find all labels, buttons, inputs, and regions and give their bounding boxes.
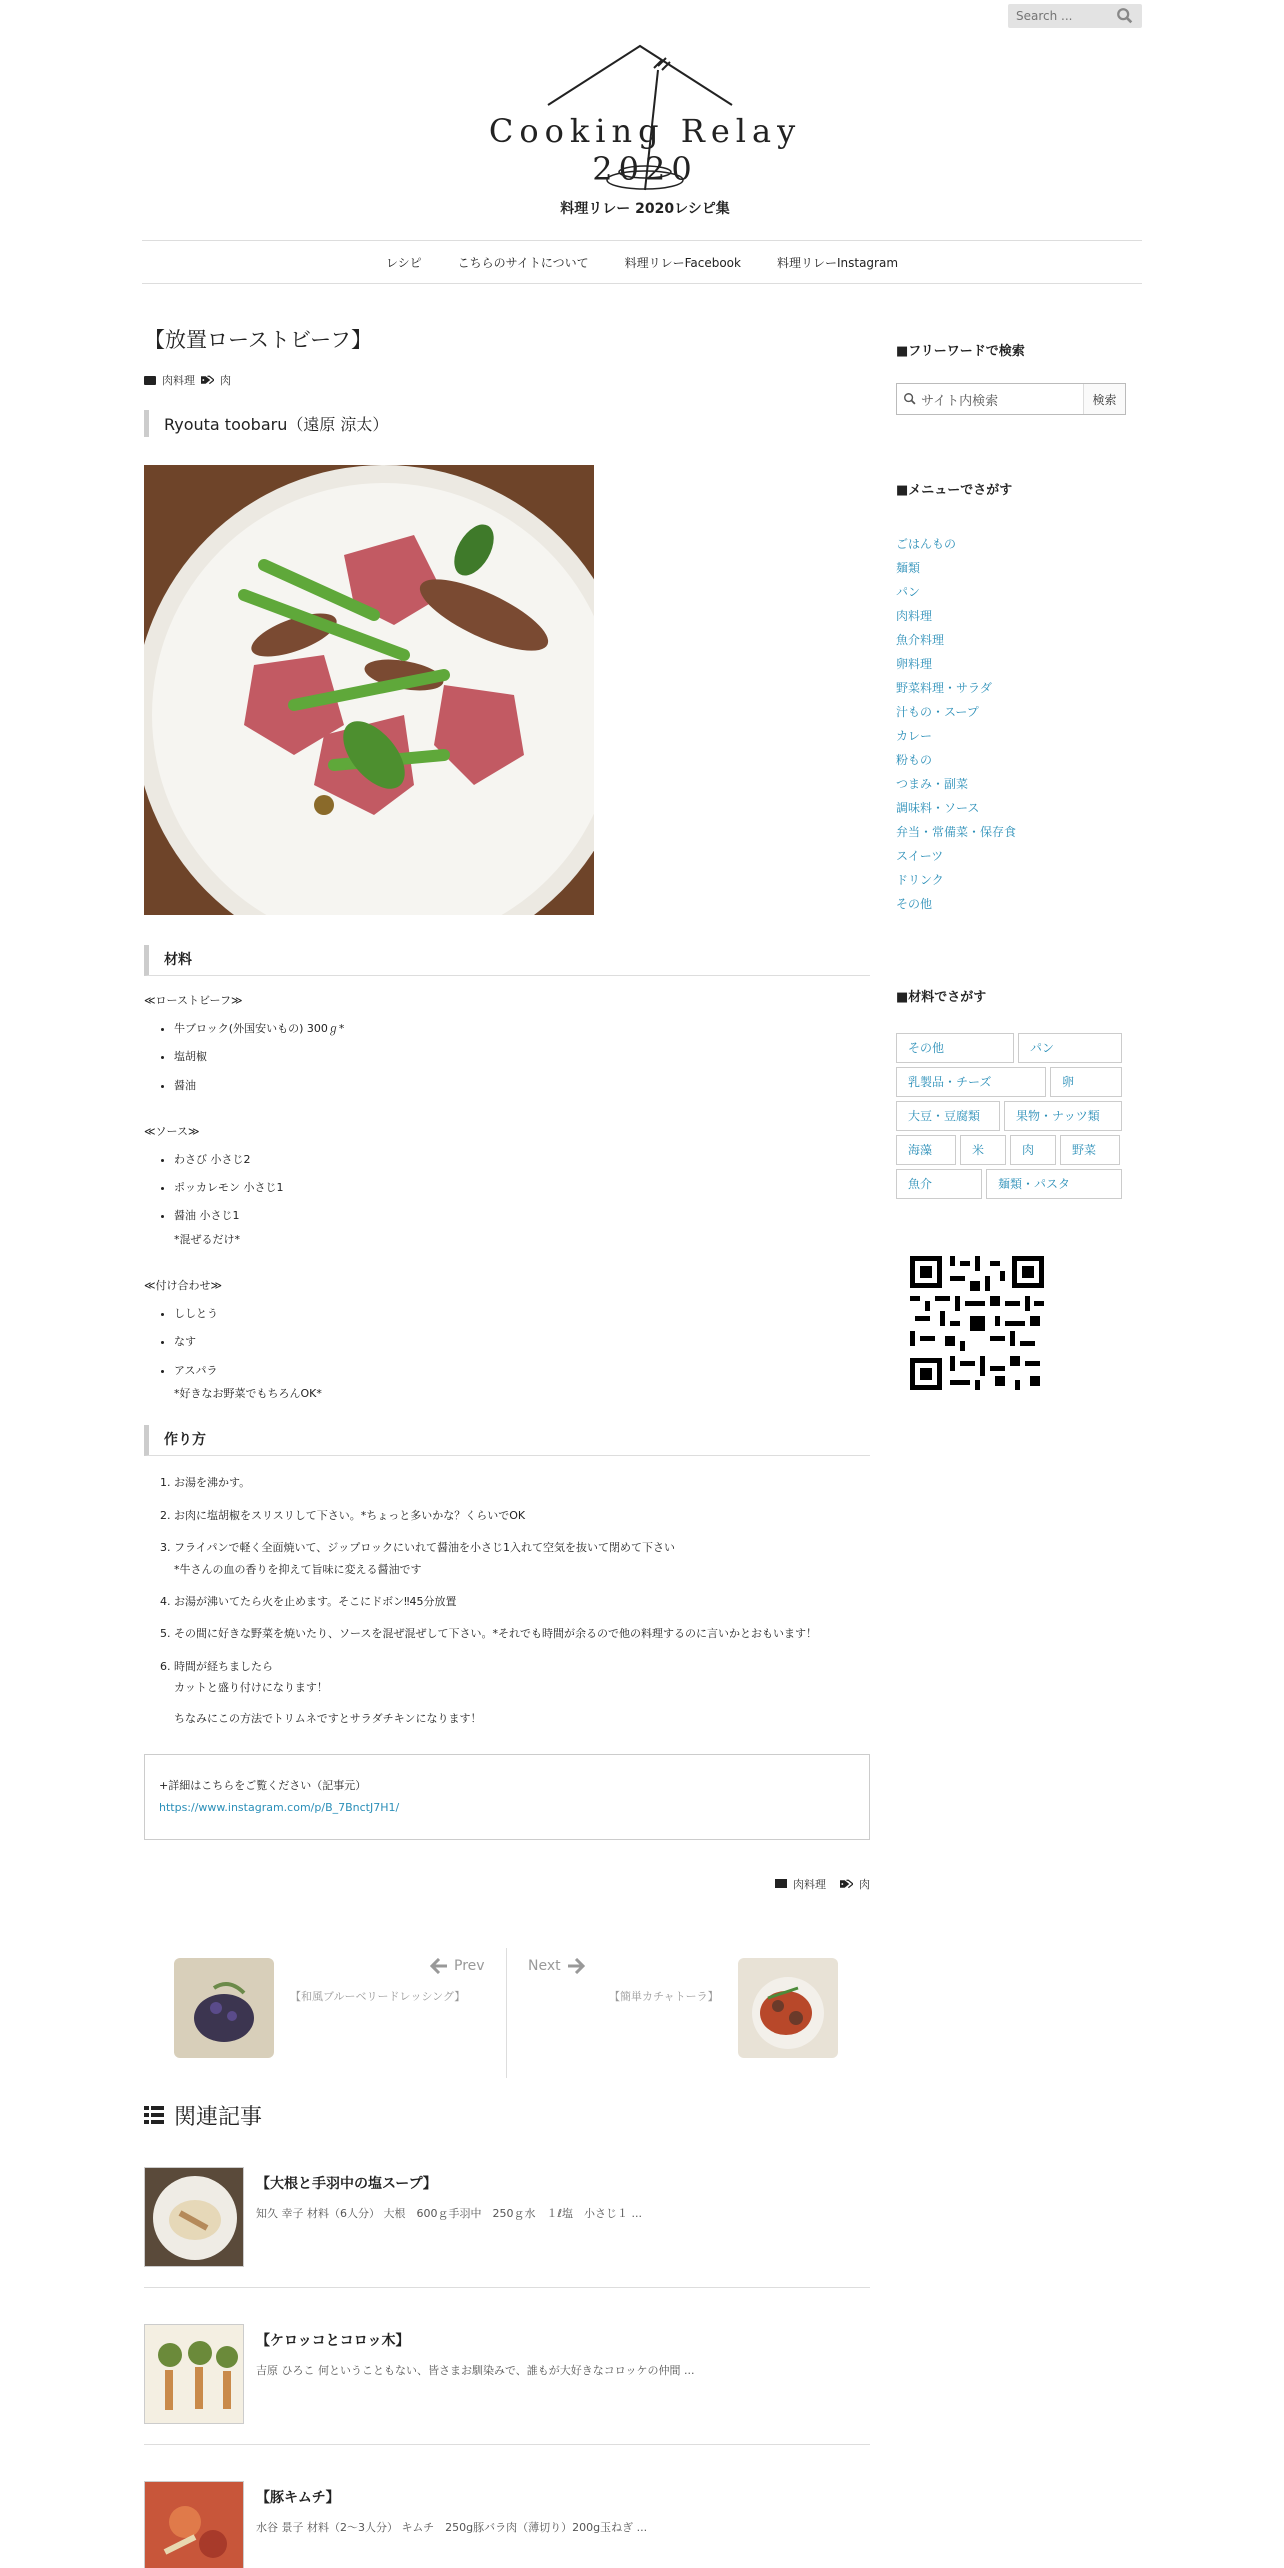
ingredient-note: *混ぜるだけ* xyxy=(174,1232,240,1246)
list-item: • ししとう xyxy=(174,1307,870,1321)
step-note: *牛さんの血の香りを抑えて旨味に変える醤油です xyxy=(174,1562,422,1576)
sidebar-item-noodles[interactable]: 麺類 xyxy=(896,561,921,575)
step-item: 1. お湯を沸かす。 xyxy=(174,1472,870,1493)
tag-egg[interactable]: 卵 xyxy=(1050,1067,1122,1097)
related-thumbnail[interactable] xyxy=(144,2481,244,2568)
header-search[interactable] xyxy=(1008,4,1142,28)
folder-icon xyxy=(775,1879,787,1888)
author-name: Ryouta toobaru（遠原 涼太） xyxy=(144,410,870,437)
sidebar-item-drink[interactable]: ドリンク xyxy=(896,873,944,887)
category-link[interactable]: 肉料理 xyxy=(162,374,195,387)
prev-label: Prev xyxy=(454,1957,485,1974)
sidebar xyxy=(896,340,1128,1199)
related-heading xyxy=(144,2100,870,2131)
list-item-text: 醤油 小さじ1 xyxy=(174,1209,240,1223)
site-subtitle: 料理リレー 2020レシピ集 xyxy=(560,201,730,217)
sidebar-search[interactable] xyxy=(896,383,1126,415)
tags-icon xyxy=(201,375,214,385)
sidebar-ingredient-heading: ■材料でさがす xyxy=(896,990,987,1005)
ingredients-heading: 材料 xyxy=(144,945,870,976)
sidebar-item-egg[interactable]: 卵料理 xyxy=(896,657,933,671)
sidebar-item-bread[interactable]: パン xyxy=(896,585,921,599)
sidebar-search-heading: ■フリーワードで検索 xyxy=(896,344,1025,359)
nav-facebook[interactable]: 料理リレーFacebook xyxy=(624,255,741,270)
main-content xyxy=(144,320,870,2568)
step-text: フライパンで軽く全面焼いて、ジップロックにいれて醤油を小さじ1入れて空気を抜いて閉めて下さい xyxy=(174,1541,676,1555)
ingredient-note: *好きなお野菜でもちろんOK* xyxy=(174,1386,322,1400)
sidebar-menu-heading: ■メニューでさがす xyxy=(896,483,1013,498)
step-item xyxy=(174,1537,870,1580)
list-item xyxy=(174,1209,870,1247)
search-icon[interactable] xyxy=(1116,7,1134,25)
tag-noodles-pasta[interactable]: 麺類・パスタ xyxy=(986,1169,1122,1199)
sidebar-menu xyxy=(896,532,1128,916)
category-link[interactable]: 肉料理 xyxy=(793,1877,826,1891)
tag-seafood[interactable]: 魚介 xyxy=(896,1169,982,1199)
method-footnote: ちなみにこの方法でトリムネですとサラダチキンになります！ xyxy=(174,1711,482,1725)
arrow-right-icon xyxy=(567,1958,585,1974)
sidebar-search-input[interactable] xyxy=(897,384,1083,414)
method-steps xyxy=(144,1472,870,1699)
post-title: 【放置ローストビーフ】 xyxy=(144,328,373,352)
next-title[interactable]: 【簡単カチャトーラ】 xyxy=(609,1989,719,2003)
ingredient-group-beef: ≪ローストビーフ≫ xyxy=(144,994,243,1007)
related-item[interactable] xyxy=(144,2288,870,2445)
folder-icon xyxy=(144,376,156,385)
prev-title[interactable]: 【和風ブルーベリードレッシング】 xyxy=(290,1989,466,2003)
ingredient-list-beef xyxy=(144,1022,870,1093)
site-logo[interactable] xyxy=(440,40,850,225)
tag-meat[interactable]: 肉 xyxy=(1010,1135,1056,1165)
sidebar-item-rice[interactable]: ごはんもの xyxy=(896,537,957,551)
related-title[interactable]: 【ケロッコとコロッ木】 xyxy=(256,2332,410,2349)
tag-bread[interactable]: パン xyxy=(1018,1033,1122,1063)
tag-link[interactable]: 肉 xyxy=(220,374,231,387)
post-meta xyxy=(144,372,870,388)
next-link[interactable] xyxy=(528,1958,585,1974)
related-title[interactable]: 【豚キムチ】 xyxy=(256,2489,340,2506)
sidebar-item-sweets[interactable]: スイーツ xyxy=(896,849,944,863)
tag-soy[interactable]: 大豆・豆腐類 xyxy=(896,1101,1000,1131)
ingredient-tag-cloud xyxy=(896,1033,1128,1199)
ingredient-list-sauce xyxy=(144,1153,870,1247)
step-note: カットと盛り付けになります！ xyxy=(174,1681,328,1695)
list-item-text: アスパラ xyxy=(174,1363,218,1377)
step-item: 5. その間に好きな野菜を焼いたり、ソースを混ぜ混ぜして下さい。*それでも時間が余るので他の料理するのに言いかとおもいます！ xyxy=(174,1623,870,1644)
list-item xyxy=(174,1364,870,1402)
sidebar-item-snacks[interactable]: つまみ・副菜 xyxy=(896,777,969,791)
prev-post-thumbnail[interactable] xyxy=(174,1958,274,2058)
sidebar-search-button[interactable]: 検索 xyxy=(1083,384,1125,414)
sidebar-item-vegetable[interactable]: 野菜料理・サラダ xyxy=(896,681,992,695)
sidebar-item-curry[interactable]: カレー xyxy=(896,729,933,743)
nav-about[interactable]: こちらのサイトについて xyxy=(457,255,589,270)
list-item: • なす xyxy=(174,1335,870,1349)
tag-rice[interactable]: 米 xyxy=(960,1135,1006,1165)
related-thumbnail[interactable] xyxy=(144,2324,244,2424)
nav-instagram[interactable]: 料理リレーInstagram xyxy=(776,255,899,270)
arrow-left-icon xyxy=(430,1958,448,1974)
list-item: • ポッカレモン 小さじ1 xyxy=(174,1181,870,1195)
step-item: 4. お湯が沸いてたら火を止めます。そこにドボン‼︎45分放置 xyxy=(174,1591,870,1612)
list-item: • 醤油 xyxy=(174,1079,870,1093)
next-label: Next xyxy=(528,1957,561,1974)
method-heading: 作り方 xyxy=(144,1425,870,1456)
list-item: • 牛ブロック(外国安いもの) 300ℊ* xyxy=(174,1022,870,1036)
sidebar-item-bento[interactable]: 弁当・常備菜・保存食 xyxy=(896,825,1017,839)
tag-fruit-nuts[interactable]: 果物・ナッツ類 xyxy=(1004,1101,1122,1131)
tag-other[interactable]: その他 xyxy=(896,1033,1014,1063)
post-pager xyxy=(144,1948,870,2078)
main-nav xyxy=(142,240,1142,284)
source-text: +詳細はこちらをご覧ください（記事元） xyxy=(159,1778,367,1792)
tag-link[interactable]: 肉 xyxy=(859,1877,870,1891)
ingredient-list-side xyxy=(144,1307,870,1401)
nav-recipes[interactable]: レシピ xyxy=(385,255,422,270)
step-text: 時間が経ちましたら xyxy=(174,1659,273,1673)
list-icon xyxy=(144,2106,164,2124)
sidebar-item-other[interactable]: その他 xyxy=(896,897,933,911)
tag-seaweed[interactable]: 海藻 xyxy=(896,1135,956,1165)
related-item[interactable] xyxy=(144,2445,870,2568)
related-excerpt: 水谷 景子 材料（2〜3人分） キムチ 250g豚バラ肉（薄切り）200g玉ねぎ ... xyxy=(256,2520,648,2534)
site-title: Cooking Relay 2020 xyxy=(488,112,802,188)
qr-code xyxy=(910,1256,1044,1390)
prev-link[interactable] xyxy=(430,1958,485,1974)
step-item xyxy=(174,1656,870,1699)
ingredient-group-side: ≪付け合わせ≫ xyxy=(144,1279,223,1293)
sidebar-item-flour[interactable]: 粉もの xyxy=(896,753,933,767)
related-item[interactable] xyxy=(144,2131,870,2288)
related-thumbnail[interactable] xyxy=(144,2167,244,2267)
tag-dairy[interactable]: 乳製品・チーズ xyxy=(896,1067,1046,1097)
related-heading-text: 関連記事 xyxy=(174,2104,263,2130)
tags-icon xyxy=(840,1879,853,1889)
ingredient-group-sauce: ≪ソース≫ xyxy=(144,1124,200,1138)
next-post-thumbnail[interactable] xyxy=(738,1958,838,2058)
sidebar-item-sauce[interactable]: 調味料・ソース xyxy=(896,801,980,815)
step-item: 2. お肉に塩胡椒をスリスリして下さい。*ちょっと多いかな？くらいでOK xyxy=(174,1505,870,1526)
list-item: • わさび 小さじ2 xyxy=(174,1153,870,1167)
sidebar-item-soup[interactable]: 汁もの・スープ xyxy=(896,705,979,719)
source-box xyxy=(144,1754,870,1840)
sidebar-item-meat[interactable]: 肉料理 xyxy=(896,609,933,623)
header-search-input[interactable] xyxy=(1008,9,1108,23)
sidebar-item-seafood[interactable]: 魚介料理 xyxy=(896,633,945,647)
pager-divider xyxy=(506,1948,507,2078)
source-link[interactable]: https://www.instagram.com/p/B_7BnctJ7H1/ xyxy=(159,1800,400,1814)
related-title[interactable]: 【大根と手羽中の塩スープ】 xyxy=(256,2175,437,2192)
roast-beef-photo xyxy=(144,465,594,915)
list-item: • 塩胡椒 xyxy=(174,1050,870,1064)
post-footer-meta xyxy=(144,1876,870,1892)
related-excerpt: 知久 幸子 材料（6人分） 大根 600ｇ手羽中 250ｇ水 １ℓ塩 小さじ１ ... xyxy=(256,2206,643,2220)
sidebar-search-placeholder: サイト内検索 xyxy=(921,393,999,409)
related-excerpt: 吉原 ひろこ 何ということもない、皆さまお馴染みで、誰もが大好きなコロッケの仲間 ... xyxy=(256,2363,695,2377)
search-icon xyxy=(903,392,917,406)
tag-vegetable[interactable]: 野菜 xyxy=(1060,1135,1120,1165)
